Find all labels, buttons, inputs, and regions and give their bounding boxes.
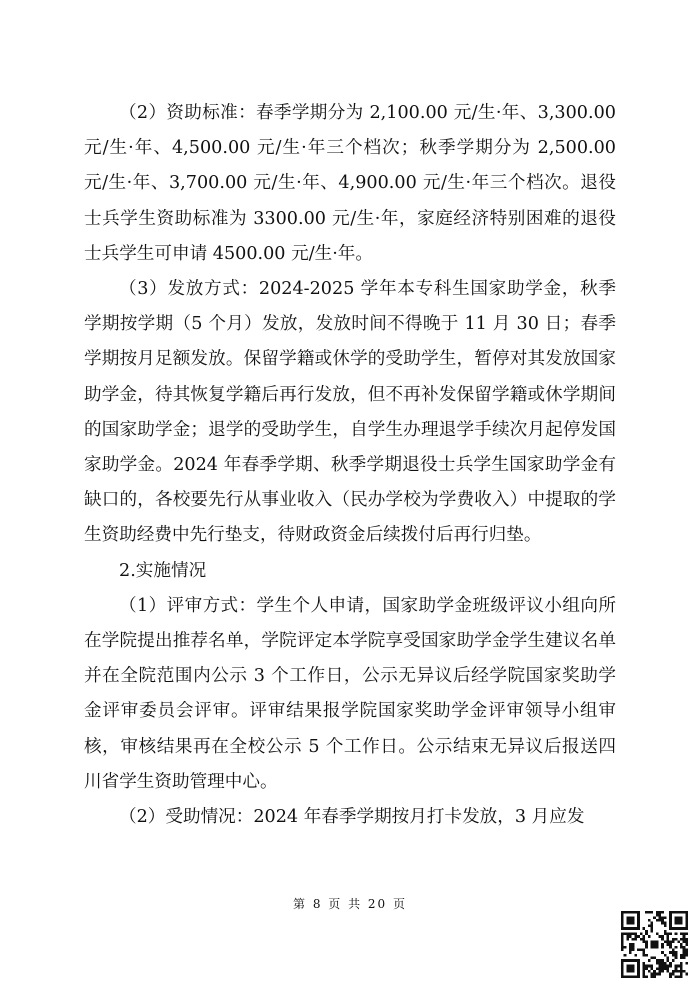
paragraph-aid-status: （2）受助情况：2024 年春季学期按月打卡发放，3 月应发 bbox=[119, 807, 585, 828]
document-body bbox=[84, 96, 616, 835]
paragraph-payment-method: （3）发放方式：2024-2025 学年本专科生国家助学金，秋季学期按学期（5 个月）发放，发放时间不得晚于 11 月 30 日；春季学期按月足额发放。保留学籍或休学的受助学生，暂停对其发放国家助学金，待其恢复学籍后再行发放，但不再补发保留学籍或休学期间的国家助学金；退学的受助学生，自学生办理退学手续次月起停发国家助学金。2024 年春季学期、秋季学期退役士兵学生国家助学金有缺口的，各校要先行从事业收入（民办学校为学费收入）中提取的学生资助经费中先行垫支，待财政资金后续拨付后再行归垫。 bbox=[84, 279, 616, 546]
paragraph-funding-standard: （2）资助标准：春季学期分为 2,100.00 元/生·年、3,300.00 元/生·年、4,500.00 元/生·年三个档次；秋季学期分为 2,500.00 元/生·年、3,700.00 元/生·年、4,900.00 元/生·年三个档次。退役士兵学生资助标准为 3300.00 元/生·年，家庭经济特别困难的退役士兵学生可申请 4500.00 元/生·年。 bbox=[84, 103, 616, 264]
section-heading: 2.实施情况 bbox=[119, 560, 207, 581]
paragraph-review-method: （1）评审方式：学生个人申请，国家助学金班级评议小组向所在学院提出推荐名单，学院评定本学院享受国家助学金学生建议名单并在全院范围内公示 3 个工作日，公示无异议后经学院国家奖助学金评审委员会评审。评审结果报学院国家奖助学金评审领导小组审核，审核结果再在全校公示 5 个工作日。公示结束无异议后报送四川省学生资助管理中心。 bbox=[84, 595, 616, 792]
qr-code-icon bbox=[621, 911, 688, 978]
page-number: 第 8 页 共 20 页 bbox=[293, 897, 407, 911]
